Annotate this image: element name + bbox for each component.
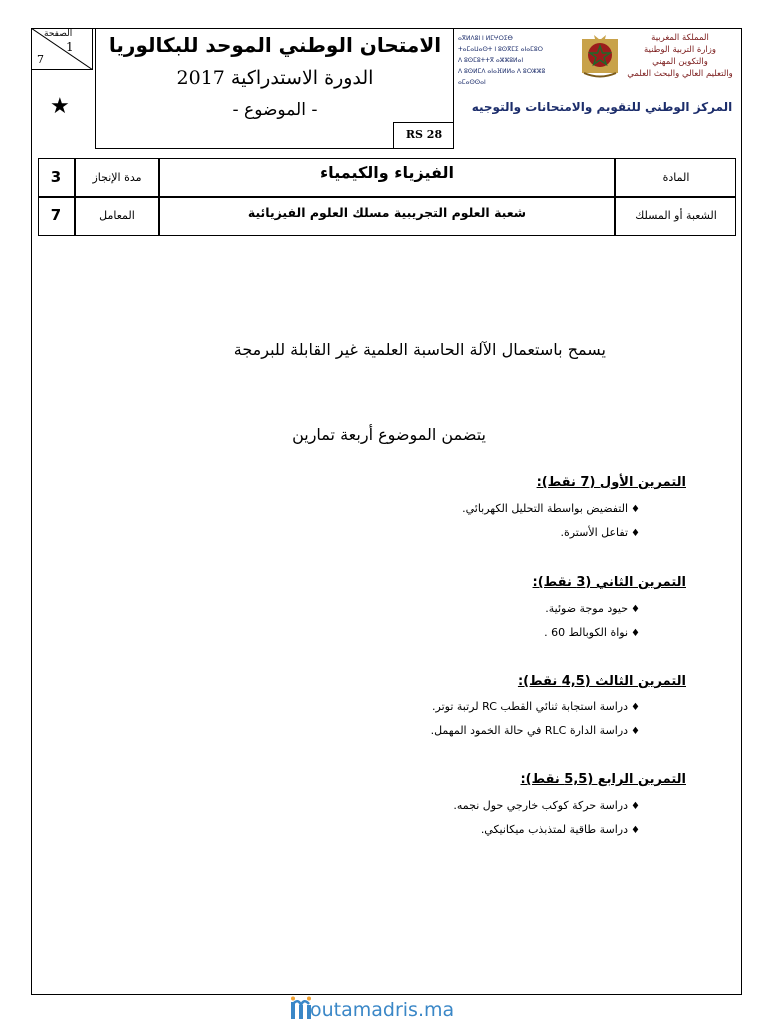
exercise-item	[200, 526, 640, 539]
star-icon: ★	[50, 94, 70, 119]
page-current: 1	[66, 40, 74, 54]
exercise-item	[200, 626, 640, 639]
ministry-line: والتعليم العالي والبحث العلمي	[627, 69, 733, 79]
center-name: المركز الوطني للتقويم والامتحانات والتوجيه	[471, 100, 733, 114]
exercise-item	[200, 724, 640, 737]
bullet-icon: ♦	[631, 702, 640, 713]
item-text: دراسة حركة كوكب خارجي حول نجمه.	[453, 799, 629, 812]
bullet-icon: ♦	[631, 628, 640, 639]
item-text: التفضيض بواسطة التحليل الكهربائي.	[462, 502, 629, 515]
exercise-item	[200, 700, 640, 713]
bullet-icon: ♦	[631, 604, 640, 615]
subject-marker: - الموضوع -	[232, 100, 318, 120]
page-label: الصفحة	[44, 29, 73, 39]
exercise-item	[200, 799, 640, 812]
bullet-icon: ♦	[631, 528, 640, 539]
item-text: نواة الكوبالط 60 .	[544, 626, 629, 639]
page-total: 7	[37, 53, 44, 66]
tifinagh-line: ⴷ ⵓⵙⵍⵎⴷ ⴰⵏⴰⴼⵍⵍⴰ ⴷ ⵓⵔⵣⵣⵓ ⴰⵎⴰⵙⵙⴰⵏ	[458, 68, 546, 86]
item-text: تفاعل الأسترة.	[560, 526, 629, 539]
duration-label: مدة الإنجاز	[92, 171, 142, 184]
bullet-icon: ♦	[631, 504, 640, 515]
branch-value: شعبة العلوم التجريبية مسلك العلوم الفيزيائية	[247, 205, 527, 220]
exercise-title: التمرين الثالث (4,5 نقط):	[517, 674, 686, 689]
branch-label: الشعبة أو المسلك	[635, 209, 717, 222]
ministry-line: المملكة المغربية	[651, 33, 709, 43]
tifinagh-line: ⵜⴰⵎⴰⵡⴰⵙⵜ ⵏ ⵓⵙⴳⵎⵉ ⴰⵏⴰⵎⵓⵔ	[458, 46, 544, 53]
table-divider	[38, 196, 736, 198]
exercise-item	[200, 502, 640, 515]
ministry-text	[624, 32, 736, 80]
bullet-icon: ♦	[631, 801, 640, 812]
ministry-line: وزارة التربية الوطنية	[643, 45, 717, 55]
bullet-icon: ♦	[631, 726, 640, 737]
item-text: دراسة طاقية لمتذبذب ميكانيكي.	[480, 823, 629, 836]
ministry-line: والتكوين المهني	[652, 57, 708, 67]
royal-emblem-icon	[578, 33, 622, 79]
tifinagh-line: ⴰⴳⵍⴷⵓⵏ ⵏ ⵍⵎⵖⵔⵉⴱ	[458, 35, 513, 42]
duration-value: 3	[50, 168, 62, 186]
exam-code: RS 28	[393, 122, 454, 149]
exercise-title: التمرين الأول (7 نقط):	[536, 475, 686, 490]
subject-value: الفيزياء والكيمياء	[320, 163, 454, 182]
item-text: حيود موجة ضوئية.	[545, 602, 629, 615]
exercise-item	[200, 823, 640, 836]
exercises-count-note: يتضمن الموضوع أربعة تمارين	[292, 425, 486, 444]
coef-label: المعامل	[99, 209, 135, 222]
tifinagh-text	[458, 33, 568, 88]
subject-label: المادة	[662, 171, 690, 184]
coef-value: 7	[50, 206, 62, 224]
exercise-item	[200, 602, 640, 615]
moutamadris-logo-icon	[290, 996, 312, 1020]
exercise-title: التمرين الرابع (5,5 نقط):	[520, 772, 686, 787]
tifinagh-line: ⴷ ⵓⵙⵎⵓⵜⵜⴳ ⴰⵣⵣⵓⵍⴰⵏ	[458, 57, 524, 64]
exercise-title: التمرين الثاني (3 نقط):	[532, 575, 686, 590]
session-title: الدورة الاستدراكية 2017	[176, 67, 374, 89]
item-text: دراسة استجابة ثنائي القطب RC لرتبة توتر.	[432, 700, 629, 713]
item-text: دراسة الدارة RLC في حالة الخمود المهمل.	[430, 724, 629, 737]
exam-title: الامتحان الوطني الموحد للبكالوريا	[108, 33, 442, 57]
footer-brand: outamadris.ma	[310, 999, 455, 1021]
calculator-note: يسمح باستعمال الآلة الحاسبة العلمية غير القابلة للبرمجة	[233, 340, 606, 359]
bullet-icon: ♦	[631, 825, 640, 836]
